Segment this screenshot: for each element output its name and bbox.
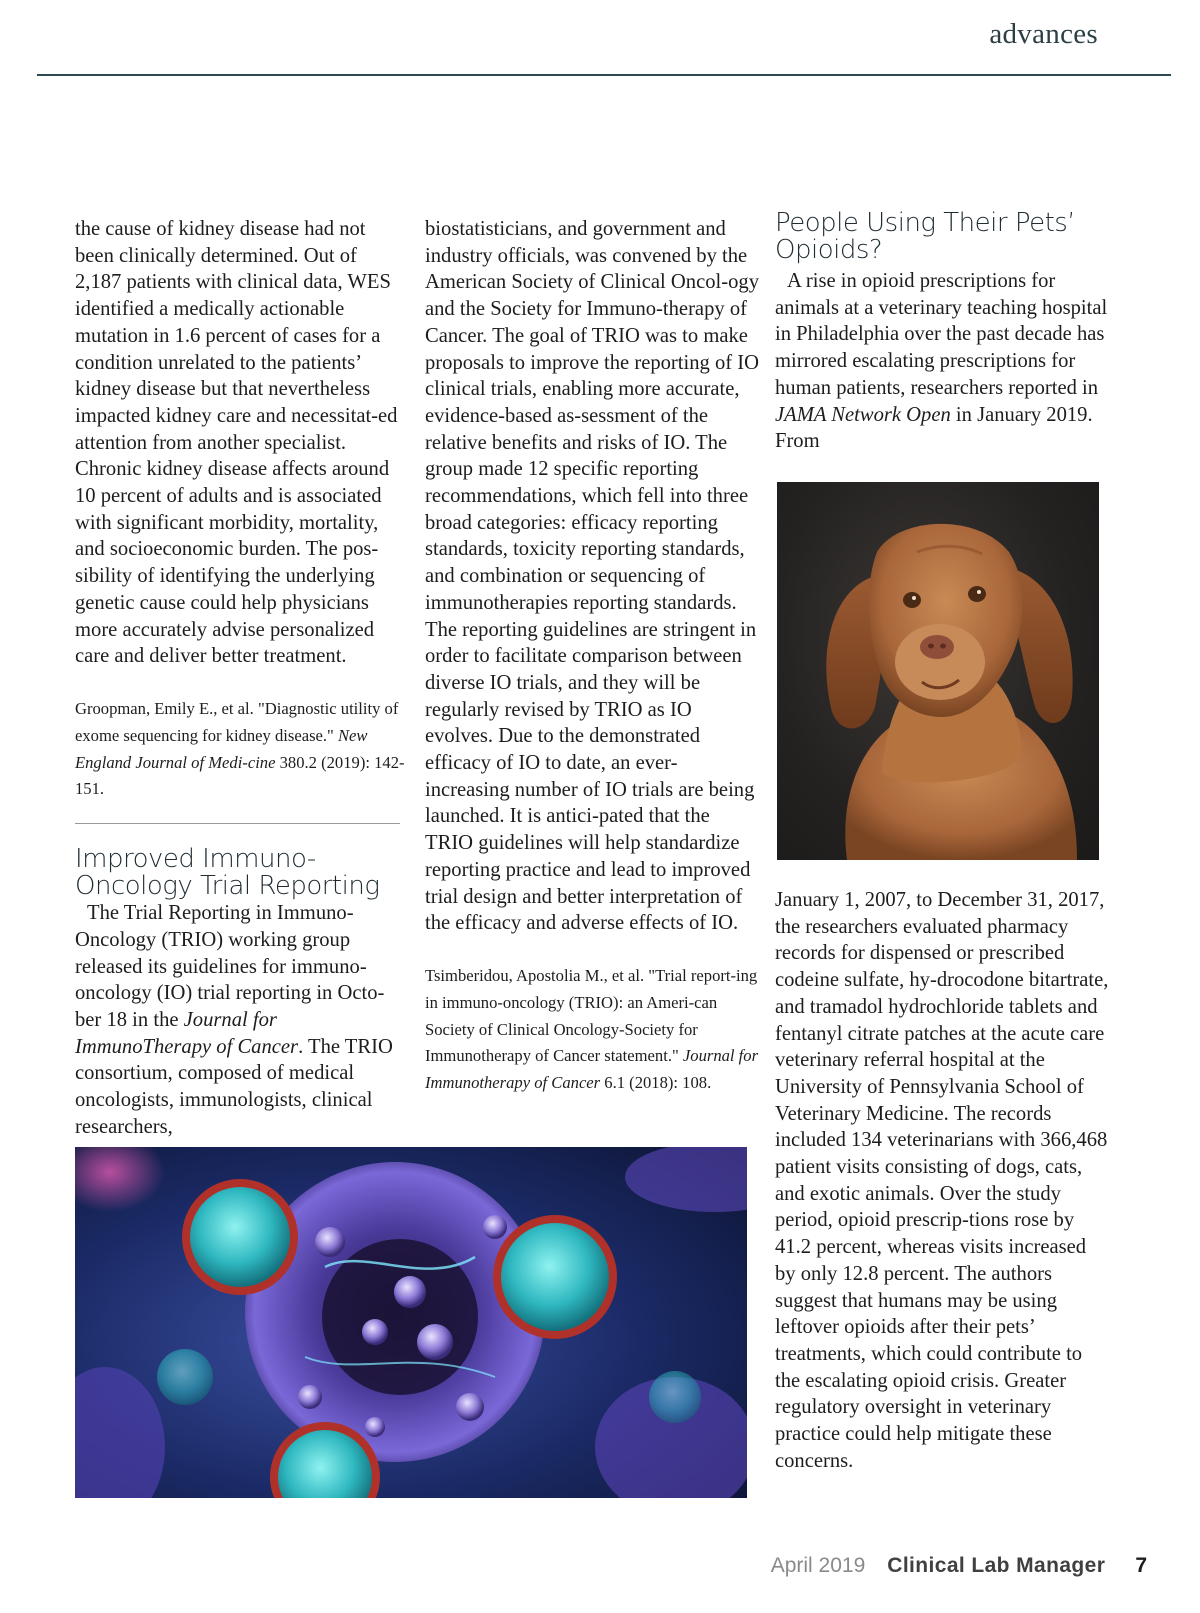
trio-paragraph (75, 900, 405, 1140)
column-1 (75, 216, 405, 1140)
dog-photo (777, 482, 1099, 860)
cells-svg (75, 1147, 747, 1498)
trio-continued-paragraph: biostatisticians, and government and industry officials, was convened by the American Society of Clinical Oncol-ogy and the Society for Immuno-therapy of Cancer. The goal of TRIO was to make proposals to improve the reporting of IO clinical trials, enabling more accurate, evidence-based as-sessment of the relative benefits and risks of IO. The group made 12 specific reporting recommendations, which fell into three broad categories: efficacy reporting standards, toxicity reporting standards, and combination or sequencing of immunotherapies reporting standards. The reporting guidelines are stringent in order to facilitate comparison between diverse IO trials, and they will be regularly revised by TRIO as IO evolves. Due to the demonstrated efficacy of IO to date, an ever-increasing number of IO trials are being launched. It is antici-pated that the TRIO guidelines will help standardize reporting practice and lead to improved trial design and better interpretation of the efficacy and adverse effects of IO. (425, 218, 760, 935)
citation-text: Tsimberidou, Apostolia M., et al. "Trial report-ing in immuno-oncology (TRIO): an Ameri-can Society of Clinical Oncology-Society for Immunotherapy of Cancer statement." (425, 965, 758, 1066)
trio-text-b: . The TRIO consortium, composed of medical oncologists, immunologists, clinical researchers, (75, 1035, 393, 1138)
pets-paragraph (775, 268, 1110, 455)
citation-journal: New England Journal of Medi-cine (75, 725, 368, 772)
pets-text-a: A rise in opioid prescriptions for animals at a veterinary teaching hospital in Philadelphia over the past decade has mirrored escalating prescriptions for human patients, researchers reported in (775, 270, 1108, 399)
kidney-citation (75, 696, 405, 803)
trio-journal: Journal for ImmunoTherapy of Cancer (75, 1008, 299, 1058)
pets-continued-paragraph: January 1, 2007, to December 31, 2017, the researchers evaluated pharmacy records for dispensed or prescribed codeine sulfate, hy-drocodone bitartrate, and tramadol hydrochloride tablets and fentanyl citrate patches at the acute care veterinary referral hospital at the University of Pennsylvania School of Veterinary Medicine. The records included 134 veterinarians with 366,468 patient visits consisting of dogs, cats, and exotic animals. Over the study period, opioid prescrip-tions rose by 41.2 percent, whereas visits increased by only 12.8 percent. The authors suggest that humans may be using leftover opioids after their pets’ treatments, which could contribute to the escalating opioid crisis. Greater regulatory oversight in veterinary practice could help mitigate these concerns. (775, 889, 1109, 1472)
column-2 (425, 216, 760, 1097)
page-footer (771, 1554, 1147, 1578)
kidney-paragraph: the cause of kidney disease had not been clinically determined. Out of 2,187 patients with clinical data, WES identified a medically actionable mutation in 1.6 percent of cases for a condition unrelated to the patients’ kidney disease but that nevertheless impacted kidney care and necessitat-ed attention from another specialist. Chronic kidney disease affects around 10 percent of adults and is associated with significant morbidity, mortality, and socioeconomic burden. The pos-sibility of identifying the underlying genetic cause could help physicians more accurately advise personalized care and deliver better treatment. (75, 218, 398, 668)
issue-date: April 2019 (770, 1554, 866, 1577)
immune-cells-illustration (75, 1147, 747, 1498)
dog-illustration (777, 482, 1099, 860)
citation-text: Groopman, Emily E., et al. "Diagnostic utility of exome sequencing for kidney disease." (75, 698, 399, 745)
citation-tail: 380.2 (2019): 142-151. (75, 752, 405, 799)
header-rule (37, 74, 1171, 76)
pets-journal: JAMA Network Open (775, 403, 951, 426)
trio-heading: Improved Immuno-Oncology Trial Reporting (75, 844, 380, 902)
pets-text-b: in January 2019. From (775, 403, 1093, 453)
column-3 (775, 210, 1110, 455)
magazine-title: Clinical Lab Manager (887, 1554, 1106, 1577)
pets-opioids-heading: People Using Their Pets’ Opioids? (775, 208, 1076, 265)
page-number: 7 (1135, 1554, 1147, 1577)
column-3-continued (775, 887, 1110, 1474)
section-divider (75, 823, 400, 824)
section-label: advances (989, 18, 1098, 50)
citation-tail: 6.1 (2018): 108. (600, 1073, 712, 1093)
citation-journal: Journal for Immunotherapy of Cancer (425, 1046, 759, 1093)
trio-citation (425, 963, 760, 1097)
trio-text-a: The Trial Reporting in Immuno-Oncology (TRIO) working group released its guidelines for immuno-oncology (IO) trial reporting in Octo-ber 18 in the (75, 902, 385, 1031)
